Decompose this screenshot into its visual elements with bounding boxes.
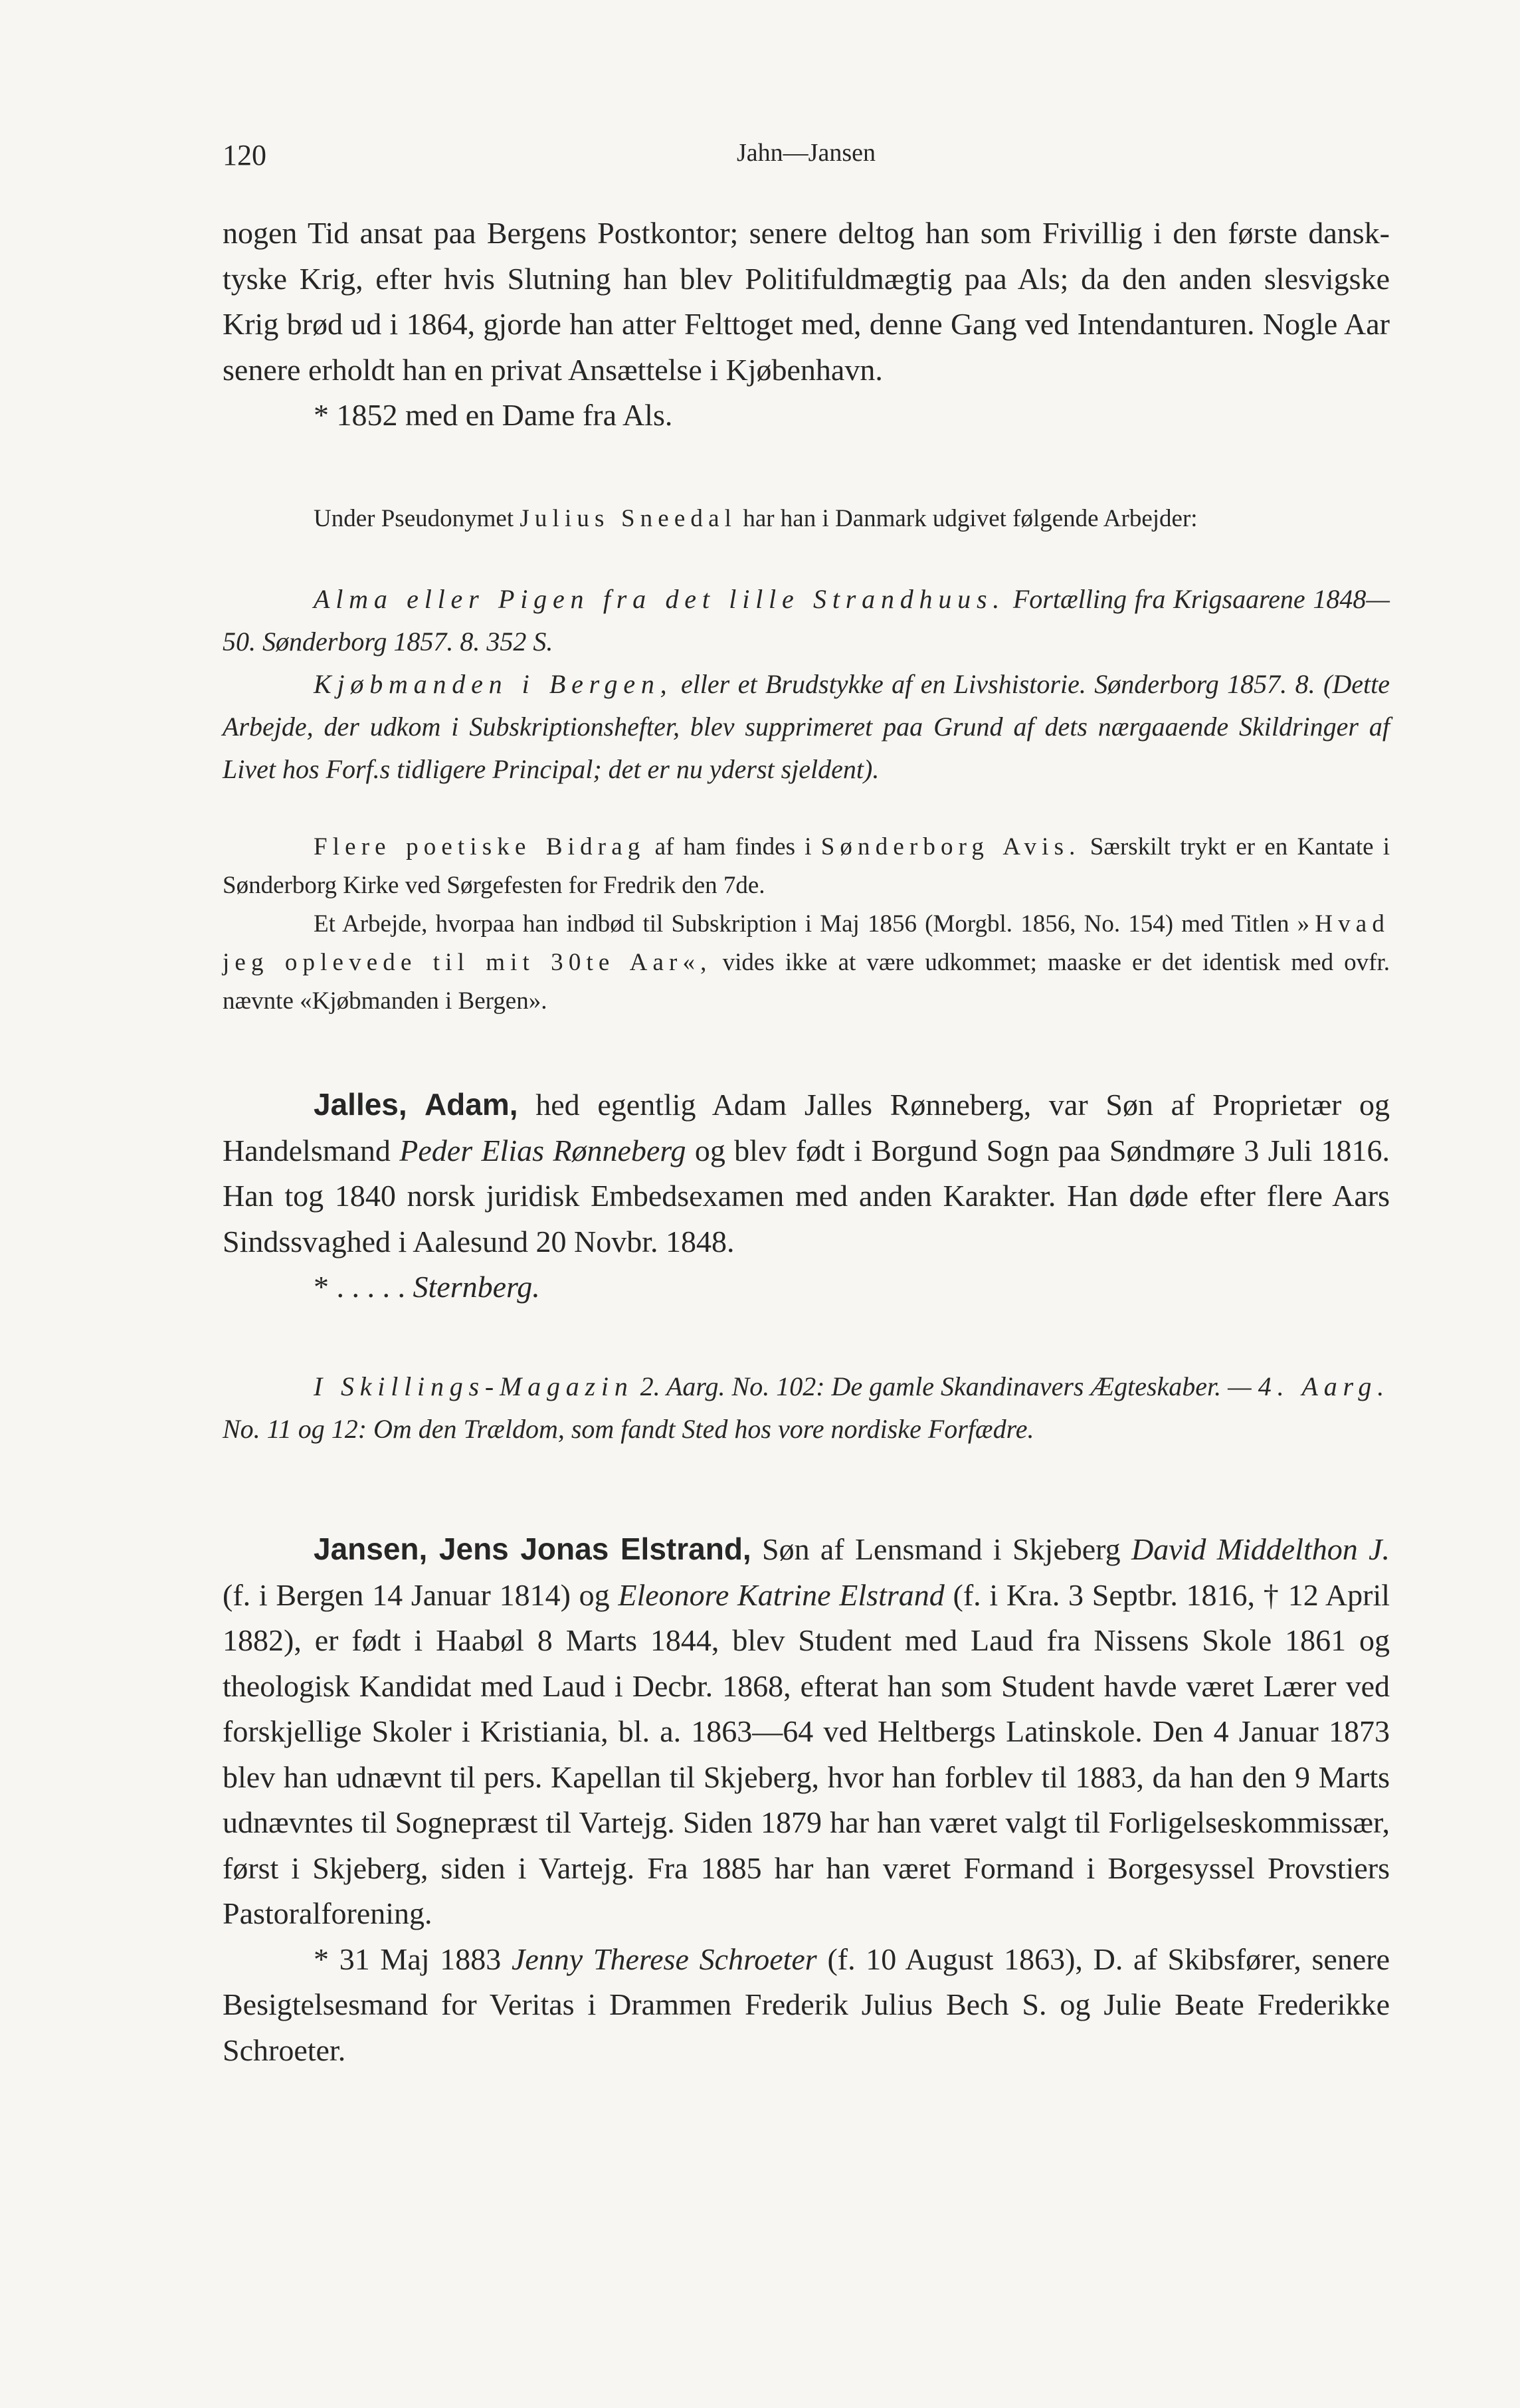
spouse-name: Jenny Therese Schroeter (511, 1942, 817, 1976)
pseudonym-intro: Under Pseudonymet (314, 505, 514, 532)
jahn-biography-paragraph: nogen Tid ansat paa Bergens Postkontor; senere deltog han som Frivillig i den første dansk-tyske Krig, efter hvis Slutning han blev Politifuldmægtig paa Als; da den anden slesvigske Krig brød ud i 1864, gjorde han atter Felttoget med, denne Gang ved Intendanturen. Nogle Aar senere erholdt han en privat Ansættelse i Kjøbenhavn. (223, 216, 1390, 387)
jahn-further-notes (223, 828, 1390, 1021)
work-item (223, 663, 1390, 791)
entry-text: hed egentlig Adam Jalles Rønneberg, var Søn af Proprietær og Handelsmand (223, 1088, 1390, 1167)
entry-text: Søn af Lensmand i Skjeberg (762, 1532, 1121, 1566)
bibliography-item (223, 1365, 1390, 1451)
running-title: Jahn—Jansen (737, 139, 876, 167)
work-details: Fortælling fra Krigsaarene 1848—50. Sønderborg 1857. 8. 352 S. (223, 584, 1390, 656)
entry-jalles (223, 1082, 1390, 1310)
page-number: 120 (223, 139, 266, 171)
entry-text: (f. i Bergen 14 Januar 1814) og (223, 1577, 610, 1612)
father-name: Peder Elias Rønneberg (399, 1133, 686, 1167)
pseudonym-name: Julius Sneedal (520, 505, 737, 532)
work-title: Alma eller Pigen fra det lille Strandhuus. (314, 584, 1006, 614)
further-text: Særskilt trykt er en Kantate i Sønderborg Kirke ved Sørgefesten for Fredrik den 7de. (223, 833, 1390, 899)
jahn-pseudonym-note (223, 500, 1390, 538)
jansen-marriage-paragraph (223, 1937, 1390, 2074)
entry-text: (f. 10 August 1863), D. af Skibsfører, senere Besigtelsesmand for Veritas i Drammen Frederik Julius Bech S. og Julie Beate Frederikke Schroeter. (223, 1942, 1390, 2067)
jansen-paragraph (223, 1526, 1390, 1937)
page-header (223, 138, 1390, 178)
jalles-paragraph (223, 1082, 1390, 1264)
jalles-bibliography (223, 1365, 1390, 1451)
further-paragraph-2 (223, 905, 1390, 1021)
further-text: af ham findes i (654, 833, 812, 860)
further-text: vides ikke at være udkommet; maaske er det identisk med ovfr. nævnte «Kjøbmanden i Bergen». (223, 949, 1390, 1015)
jahn-marriage-line: * 1852 med en Dame fra Als. (314, 398, 673, 432)
entry-text: og blev født i Borgund Sogn paa Søndmøre 3 Juli 1816. Han tog 1840 norsk juridisk Embedsexamen med anden Karakter. Han døde efter flere Aars Sindssvaghed i Aalesund 20 Novbr. 1848. (223, 1133, 1390, 1258)
bibliography-text: 2. Aarg. No. 102: De gamle Skandinavers Ægteskaber. — (640, 1371, 1252, 1401)
pseudonym-paragraph (223, 500, 1390, 538)
entry-text: (f. i Kra. 3 Septbr. 1816, † 12 April 1882), er født i Haabøl 8 Marts 1844, blev Student med Laud fra Nissens Skole 1861 og theologisk Kandidat med Laud i Decbr. 1868, efterat han som Student havde været Lærer ved forskjellige Skoler i Kristiania, bl. a. 1863—64 ved Heltbergs Latinskole. Den 4 Januar 1873 blev han udnævnt til pers. Kapellan til Skjeberg, hvor han forblev til 1883, da han den 9 Marts udnævntes til Sognepræst til Vartejg. Siden 1879 har han været valgt til Forligelseskommissær, først i Skjeberg, siden i Vartejg. Fra 1885 har han været Formand i Borgesyssel Provstiers Pastoralforening. (223, 1577, 1390, 1930)
spouse-name: Sternberg. (413, 1270, 540, 1304)
mother-name: Eleonore Katrine Elstrand (618, 1577, 945, 1612)
marriage-date: * 31 Maj 1883 (314, 1942, 502, 1976)
further-newspaper: Sønderborg Avis. (820, 833, 1081, 860)
further-text: Et Arbejde, hvorpaa han indbød til Subskription i Maj 1856 (Morgbl. 1856, No. 154) med Titlen (314, 910, 1289, 938)
work-details: eller et Brudstykke af en Livshistorie. Sønderborg 1857. 8. (Dette Arbejde, der udkom i Subskriptionshefter, blev supprimeret paa Grund af dets nærgaaende Skildringer af Livet hos Forf.s tidligere Principal; det er nu yderst sjeldent). (223, 669, 1390, 784)
further-work-title: »Hvad jeg oplevede til mit 30te Aar«, (223, 910, 1390, 976)
further-title: Flere poetiske Bidrag (314, 833, 646, 860)
entry-headword: Jalles, Adam, (314, 1087, 518, 1122)
jahn-works-list (223, 578, 1390, 791)
bibliography-text: No. 11 og 12: Om den Trældom, som fandt Sted hos vore nordiske Forfædre. (223, 1414, 1034, 1444)
bibliography-volume: 4. Aarg. (1258, 1371, 1390, 1401)
magazine-title: I Skillings-Magazin (314, 1371, 634, 1401)
jalles-marriage-line (223, 1264, 1390, 1310)
further-paragraph-1 (223, 828, 1390, 905)
work-title: Kjøbmanden i Bergen, (314, 669, 673, 699)
entry-jansen (223, 1526, 1390, 2073)
father-name: David Middelthon J. (1131, 1532, 1390, 1566)
jahn-continuation (223, 211, 1390, 439)
pseudonym-outro: har han i Danmark udgivet følgende Arbejder: (743, 505, 1198, 532)
entry-headword: Jansen, Jens Jonas Elstrand, (314, 1532, 751, 1566)
work-item (223, 578, 1390, 663)
marriage-mark: * . . . . . (314, 1270, 405, 1304)
